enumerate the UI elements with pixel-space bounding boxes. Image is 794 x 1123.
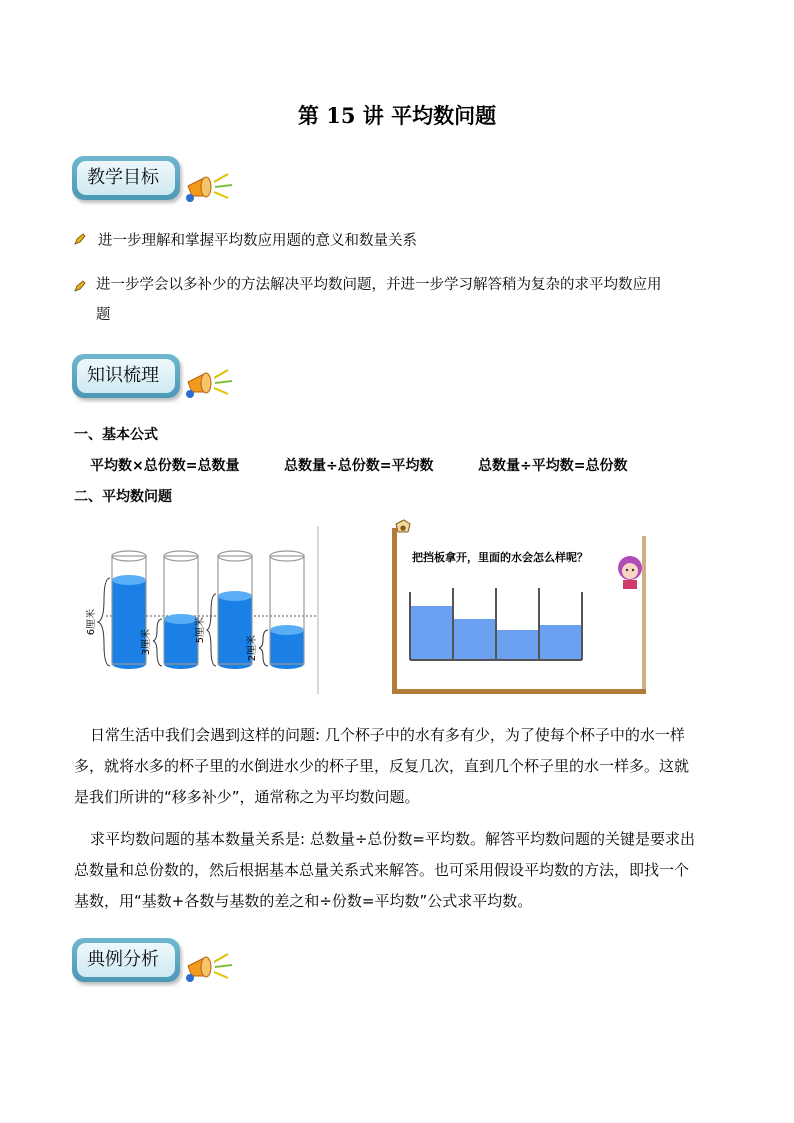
- section-header-knowledge: [72, 354, 180, 398]
- megaphone-icon: [182, 172, 234, 208]
- paragraph-1-line-2: 多，就将水多的杯子里的水倒进水少的杯子里，反复几次，直到几个杯子里的水一样多。这就: [74, 757, 690, 775]
- heading-basic-formula: 一、基本公式: [74, 427, 158, 443]
- megaphone-icon: [182, 952, 234, 988]
- goal-item-1: 进一步理解和掌握平均数应用题的意义和数量关系: [98, 233, 417, 249]
- paragraph-2-line-2: 总数量和总份数的，然后根据基本总量关系式来解答。也可采用假设平均数的方法，即找一个: [74, 861, 690, 879]
- goal-item-2: 进一步学会以多补少的方法解决平均数问题，并进一步学习解答稍为复杂的求平均数应用: [96, 277, 662, 293]
- label-cylinder-1: 6厘米: [86, 608, 97, 636]
- paragraph-2-line-1: 求平均数问题的基本数量关系是: 总数量÷总份数=平均数。解答平均数问题的关键是要求出: [90, 830, 695, 848]
- heading-average-problem: 二、平均数问题: [74, 489, 172, 505]
- water-tank-figure: [390, 518, 650, 696]
- badge-icon: [396, 520, 410, 532]
- section-header-goals: [72, 156, 180, 200]
- water-section-4: [540, 625, 581, 659]
- megaphone-icon: [182, 368, 234, 404]
- label-cylinder-2: 3厘米: [141, 628, 152, 656]
- tank-caption: 把挡板拿开，里面的水会怎么样呢？: [412, 551, 588, 564]
- water-section-3: [497, 630, 538, 659]
- water-section-2: [454, 619, 495, 659]
- paragraph-1-line-1: 日常生活中我们会遇到这样的问题: 几个杯子中的水有多有少，为了使每个杯子中的水一样: [90, 726, 685, 744]
- pencil-bullet-icon: [74, 233, 86, 245]
- label-cylinder-4: 2厘米: [247, 634, 258, 662]
- formula-3: 总数量÷平均数=总份数: [478, 458, 628, 474]
- svg-text:●: ●: [399, 524, 407, 532]
- label-cylinder-3: 5厘米: [195, 616, 206, 644]
- paragraph-2-line-3: 基数，用“基数+各数与基数的差之和÷份数=平均数”公式求平均数。: [74, 892, 533, 910]
- formula-1: 平均数×总份数=总数量: [90, 458, 240, 474]
- paragraph-1-line-3: 是我们所讲的“移多补少”，通常称之为平均数问题。: [74, 788, 420, 806]
- page-title: 第 15 讲 平均数问题: [297, 103, 497, 128]
- section-label: 典例分析: [77, 943, 175, 977]
- cylinder-4: [270, 551, 304, 669]
- section-label: 知识梳理: [77, 359, 175, 393]
- section-label: 教学目标: [77, 161, 175, 195]
- goal-item-2-cont: 题: [96, 307, 111, 323]
- formula-2: 总数量÷总份数=平均数: [284, 458, 434, 474]
- section-header-examples: [72, 938, 180, 982]
- cylinders-figure: [86, 520, 326, 698]
- cylinder-2: [164, 551, 198, 669]
- pencil-bullet-icon: [74, 280, 86, 292]
- water-section-1: [411, 606, 452, 659]
